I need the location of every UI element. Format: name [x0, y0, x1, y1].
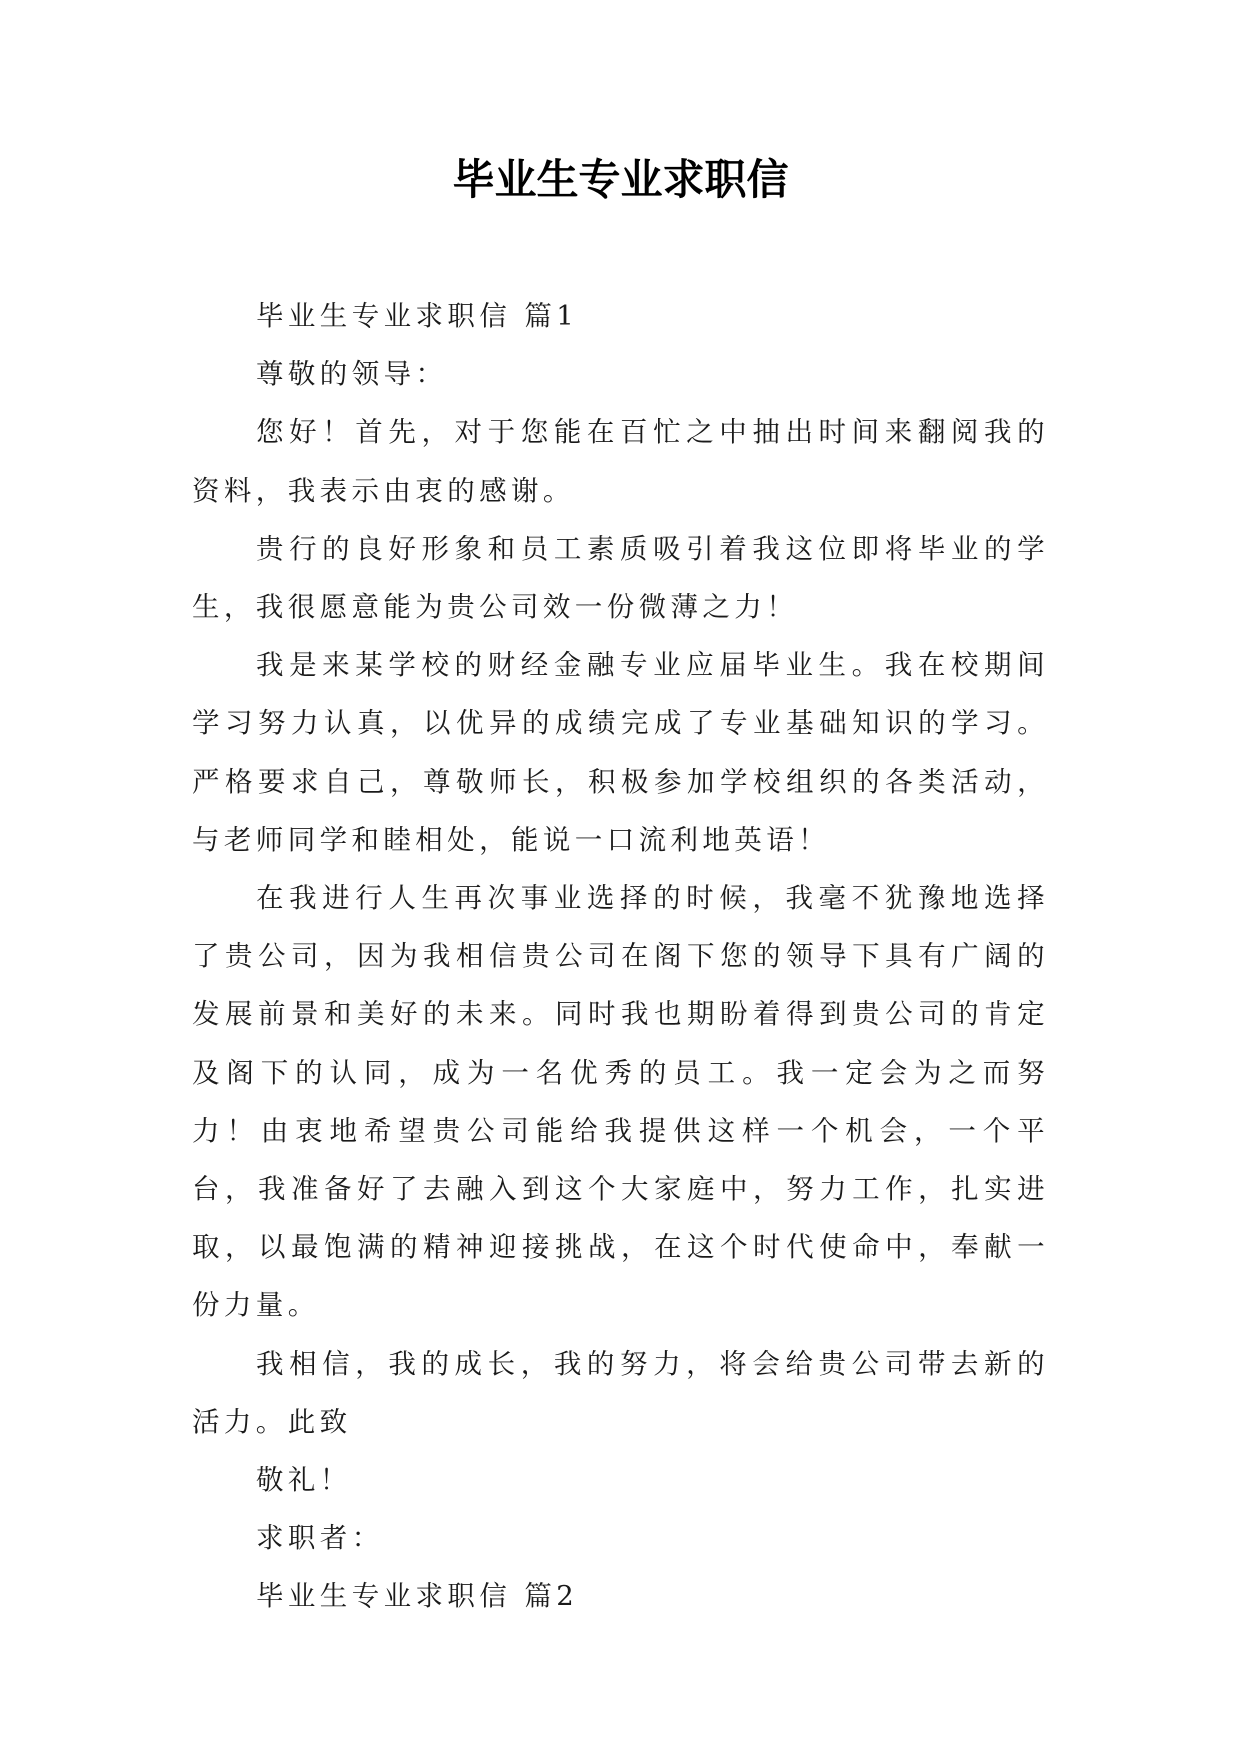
paragraph-greeting: 您好！首先，对于您能在百忙之中抽出时间来翻阅我的资料，我表示由衷的感谢。	[192, 416, 1049, 507]
section-heading-1: 毕业生专业求职信 篇1	[256, 300, 579, 332]
document-title: 毕业生专业求职信	[452, 155, 789, 204]
paragraph-choice: 在我进行人生再次事业选择的时候，我毫不犹豫地选择了贵公司，因为我相信贵公司在阁下您的领导下具有广阔的发展前景和美好的未来。同时我也期盼着得到贵公司的肯定及阁下的认同，成为一名优秀的员工。我一定会为之而努力！由衷地希望贵公司能给我提供这样一个机会，一个平台，我准备好了去融入到这个大家庭中，努力工作，扎实进取，以最饱满的精神迎接挑战，在这个时代使命中，奉献一份力量。	[192, 882, 1049, 1322]
paragraph-closing: 我相信，我的成长，我的努力，将会给贵公司带去新的活力。此致	[192, 1347, 1049, 1438]
regards: 敬礼！	[256, 1464, 352, 1497]
signature-label: 求职者：	[256, 1522, 384, 1555]
document-body	[192, 287, 1049, 1626]
section-heading-2: 毕业生专业求职信 篇2	[256, 1580, 579, 1613]
paragraph-background: 我是来某学校的财经金融专业应届毕业生。我在校期间学习努力认真，以优异的成绩完成了专业基础知识的学习。严格要求自己，尊敬师长，积极参加学校组织的各类活动，与老师同学和睦相处，能说一口流利地英语！	[192, 649, 1049, 856]
salutation: 尊敬的领导：	[256, 358, 448, 391]
paragraph-motivation: 贵行的良好形象和员工素质吸引着我这位即将毕业的学生，我很愿意能为贵公司效一份微薄之力！	[192, 532, 1049, 624]
